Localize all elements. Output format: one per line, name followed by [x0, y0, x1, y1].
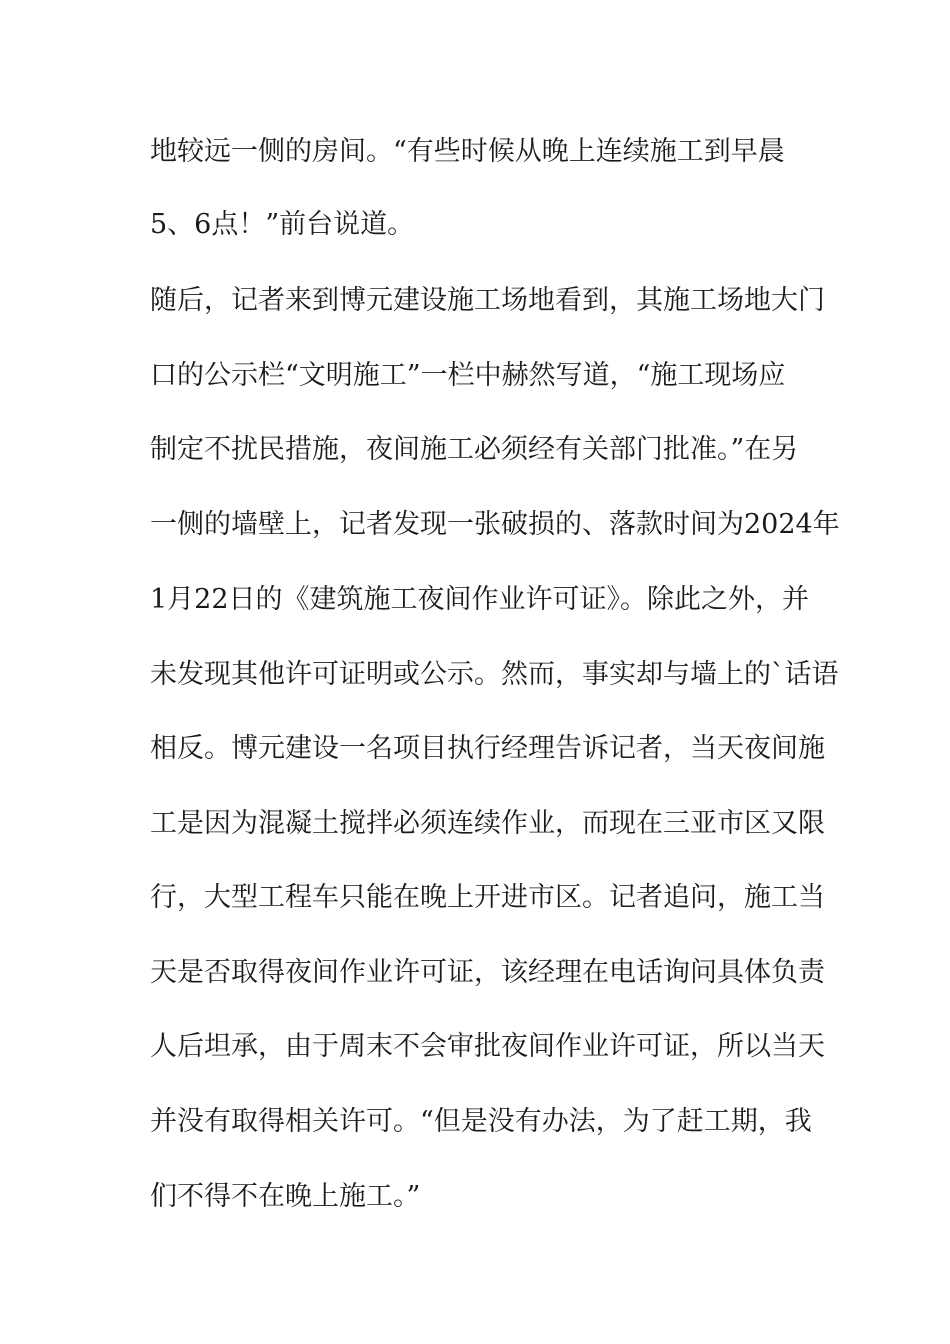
text-line: 并没有取得相关许可。“但是没有办法，为了赶工期，我 — [150, 1106, 812, 1137]
text-line: 人后坦承，由于周末不会审批夜间作业许可证，所以当天 — [150, 1031, 825, 1062]
text-line: 制定不扰民措施，夜间施工必须经有关部门批准。”在另 — [150, 434, 799, 465]
text-line: 未发现其他许可证明或公示。然而，事实却与墙上的`话语 — [150, 659, 839, 690]
text-line: 行，大型工程车只能在晚上开进市区。记者追问，施工当 — [150, 882, 825, 913]
text-line: 天是否取得夜间作业许可证，该经理在电话询问具体负责 — [150, 957, 825, 988]
text-line: 随后，记者来到博元建设施工场地看到，其施工场地大门 — [150, 285, 825, 316]
text-line: 们不得不在晚上施工。” — [150, 1181, 421, 1212]
text-line: 相反。博元建设一名项目执行经理告诉记者，当天夜间施 — [150, 733, 825, 764]
text-line: 工是因为混凝土搅拌必须连续作业，而现在三亚市区又限 — [150, 808, 825, 839]
text-line: 5、6点！”前台说道。 — [150, 209, 415, 240]
text-line: 地较远一侧的房间。“有些时候从晚上连续施工到早晨 — [150, 136, 785, 167]
text-line: 1月22日的《建筑施工夜间作业许可证》。除此之外，并 — [150, 584, 810, 615]
text-line: 一侧的墙壁上，记者发现一张破损的、落款时间为2024年 — [150, 509, 840, 540]
text-line: 口的公示栏“文明施工”一栏中赫然写道，“施工现场应 — [150, 360, 786, 391]
